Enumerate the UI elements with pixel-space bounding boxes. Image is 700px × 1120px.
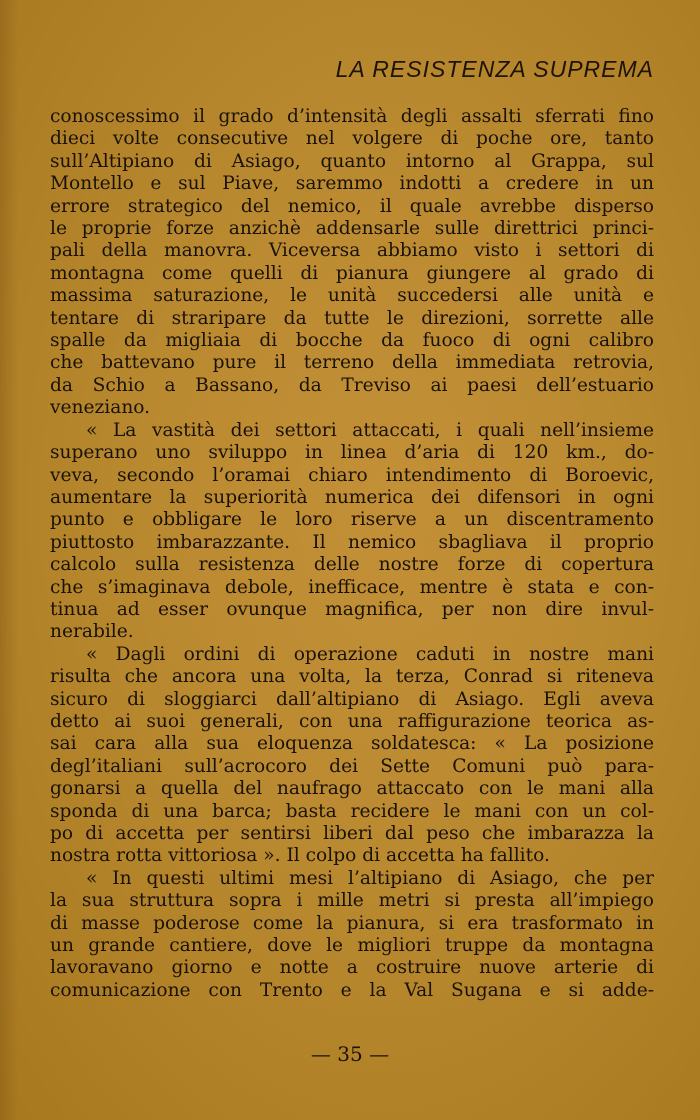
text-line: « Dagli ordini di operazione caduti in nostre mani (86, 643, 654, 665)
page-number: — 35 — (310, 1042, 390, 1066)
text-line: da Schio a Bassano, da Treviso ai paesi dell’estuario (50, 374, 654, 396)
text-line: calcolo sulla resistenza delle nostre forze di copertura (50, 554, 654, 576)
text-line: montagna come quelli di pianura giungere al grado di (50, 262, 654, 284)
text-line: punto e obbligare le loro riserve a un discentramento (50, 509, 654, 531)
text-line: massima saturazione, le unità succedersi alle unità e (50, 285, 654, 307)
text-line: sull’Altipiano di Asiago, quanto intorno al Grappa, sul (50, 150, 654, 172)
text-line: sai cara alla sua eloquenza soldatesca: « La posizione (50, 733, 654, 755)
text-line: tentare di straripare da tutte le direzioni, sorrette alle (50, 307, 654, 329)
text-line: « La vastità dei settori attaccati, i quali nell’insieme (86, 419, 654, 441)
text-line: la sua struttura sopra i mille metri si presta all’impiego (50, 890, 654, 912)
text-line: di masse poderose come la pianura, si era trasformato in (50, 912, 654, 934)
running-head: LA RESISTENZA SUPREMA (335, 56, 654, 82)
text-line: nostra rotta vittoriosa ». Il colpo di accetta ha fallito. (50, 845, 550, 867)
page-binding-shadow (0, 0, 18, 1120)
text-line: tinua ad esser ovunque magnifica, per non dire invul- (50, 598, 654, 620)
text-line: che battevano pure il terreno della immediata retrovia, (50, 352, 654, 374)
text-line: conoscessimo il grado d’intensità degli assalti sferrati fino (50, 106, 654, 127)
paragraph-4 (50, 868, 654, 1002)
text-line: comunicazione con Trento e la Val Sugana e si adde- (50, 979, 654, 1001)
text-line: le proprie forze anzichè addensarle sulle direttrici princi- (50, 218, 654, 240)
text-line: dieci volte consecutive nel volgere di poche ore, tanto (50, 128, 654, 150)
text-line: pali della manovra. Viceversa abbiamo visto i settori di (50, 240, 654, 262)
text-line: nerabile. (50, 621, 134, 643)
text-line: che s’imaginava debole, inefficace, mentre è stata e con- (50, 576, 654, 598)
text-line: risulta che ancora una volta, la terza, Conrad si riteneva (50, 666, 654, 688)
text-line: piuttosto imbarazzante. Il nemico sbagliava il proprio (50, 531, 654, 553)
text-line: gonarsi a quella del naufrago attaccato con le mani alla (50, 778, 654, 800)
text-line: veva, secondo l’oramai chiaro intendimento di Boroevic, (50, 464, 654, 486)
text-line: sponda di una barca; basta recidere le mani con un col- (50, 800, 654, 822)
paragraph-2 (50, 420, 654, 644)
paragraph-1 (50, 106, 654, 420)
text-line: superano uno sviluppo in linea d’aria di 120 km., do- (50, 442, 654, 464)
text-line: degl’italiani sull’acrocoro dei Sette Comuni può para- (50, 755, 654, 777)
text-line: veneziano. (50, 397, 151, 419)
text-line: aumentare la superiorità numerica dei difensori in ogni (50, 486, 654, 508)
text-line: Montello e sul Piave, saremmo indotti a credere in un (50, 173, 654, 195)
text-line: sicuro di sloggiarci dall’altipiano di Asiago. Egli aveva (50, 688, 654, 710)
text-line: « In questi ultimi mesi l’altipiano di Asiago, che per (86, 867, 654, 889)
text-line: detto ai suoi generali, con una raffigurazione teorica as- (50, 710, 654, 732)
text-line: spalle da migliaia di bocche da fuoco di ogni calibro (50, 330, 654, 352)
paragraph-3 (50, 644, 654, 868)
text-line: un grande cantiere, dove le migliori truppe da montagna (50, 935, 654, 957)
text-line: po di accetta per sentirsi liberi dal peso che imbarazza la (50, 823, 654, 844)
text-line: lavoravano giorno e notte a costruire nuove arterie di (50, 957, 654, 979)
text-line: errore strategico del nemico, il quale avrebbe disperso (50, 195, 654, 217)
body-text (50, 106, 654, 1002)
